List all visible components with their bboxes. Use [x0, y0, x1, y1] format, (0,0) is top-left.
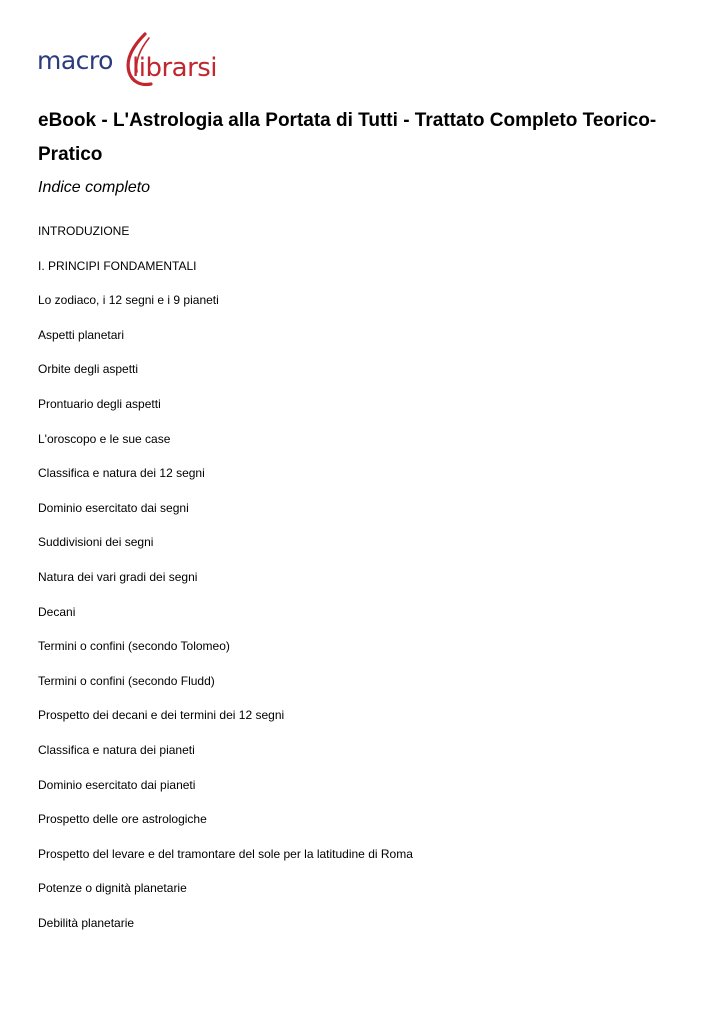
toc-item: Prospetto del levare e del tramontare del sole per la latitudine di Roma [38, 846, 413, 861]
table-of-contents [38, 222, 413, 948]
toc-item: Termini o confini (secondo Fludd) [38, 673, 215, 688]
toc-item: Prontuario degli aspetti [38, 396, 161, 411]
toc-item: Natura dei vari gradi dei segni [38, 569, 198, 584]
toc-item: Debilità planetarie [38, 915, 135, 930]
document-title: eBook - L'Astrologia alla Portata di Tutti - Trattato Completo Teorico-Pratico [38, 110, 657, 165]
toc-item: Decani [38, 604, 76, 619]
toc-item: Prospetto dei decani e dei termini dei 12 segni [38, 708, 285, 723]
toc-item: Classifica e natura dei 12 segni [38, 466, 205, 481]
toc-item: Aspetti planetari [38, 327, 125, 342]
document-subtitle: Indice completo [38, 179, 151, 196]
toc-item: Lo zodiaco, i 12 segni e i 9 pianeti [38, 293, 219, 308]
macrolibrarsi-logo[interactable] [37, 32, 232, 88]
toc-item: Prospetto delle ore astrologiche [38, 812, 207, 827]
toc-item: Termini o confini (secondo Tolomeo) [38, 639, 230, 654]
toc-item: Dominio esercitato dai segni [38, 500, 189, 515]
toc-item: Classifica e natura dei pianeti [38, 742, 195, 757]
toc-item: Orbite degli aspetti [38, 362, 139, 377]
logo-text-macro: macro [37, 46, 113, 75]
toc-item: INTRODUZIONE [38, 224, 130, 238]
toc-item: Suddivisioni dei segni [38, 535, 154, 550]
toc-item: I. PRINCIPI FONDAMENTALI [38, 258, 197, 273]
toc-item: Potenze o dignità planetarie [38, 881, 187, 896]
toc-item: Dominio esercitato dai pianeti [38, 777, 196, 792]
logo-text-librarsi: librarsi [132, 53, 218, 83]
toc-item: L'oroscopo e le sue case [38, 431, 171, 446]
